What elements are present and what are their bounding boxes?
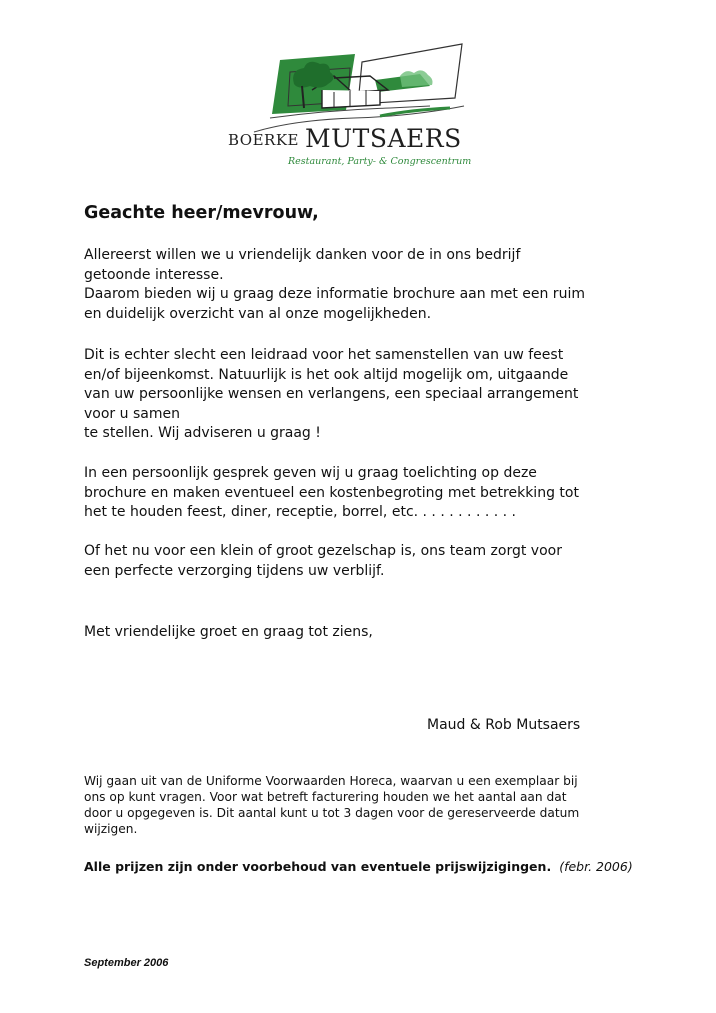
text-line: en/of bijeenkomst. Natuurlijk is het ook altijd mogelijk om, uitgaande (84, 366, 569, 383)
text-line: Daarom bieden wij u graag deze informatie brochure aan met een ruim (84, 286, 585, 302)
terms-note (84, 773, 579, 837)
brand-surname: MUTSAERS (305, 124, 462, 153)
letter-paragraph-guideline (84, 346, 578, 444)
text-line: In een persoonlijk gesprek geven wij u graag toelichting op deze (84, 465, 537, 481)
text-line: getoonde interesse. (84, 266, 224, 283)
letter-signature: Maud & Rob Mutsaers (427, 717, 581, 733)
text-line: een perfecte verzorging tijdens uw verblijf. (84, 562, 385, 579)
text-line: Of het nu voor een klein of groot gezelschap is, ons team zorgt voor (84, 543, 562, 559)
text-line: door u opgegeven is. Dit aantal kunt u tot 3 dagen voor de gereserveerde datum (84, 806, 580, 820)
brand-name (228, 124, 462, 153)
price-disclaimer (84, 859, 633, 874)
letter-greeting: Geachte heer/mevrouw, (84, 203, 319, 223)
text-line: en duidelijk overzicht van al onze mogelijkheden. (84, 305, 432, 322)
text-line: Dit is echter slecht een leidraad voor het samenstellen van uw feest (84, 347, 564, 363)
letter-closing: Met vriendelijke groet en graag tot ziens, (84, 624, 373, 640)
company-logo (228, 40, 498, 175)
disclaimer-date: (febr. 2006) (559, 859, 633, 874)
letter-paragraph-consultation (84, 464, 579, 523)
letter-paragraph-thanks (84, 246, 585, 324)
text-line: voor u samen (84, 405, 180, 422)
text-line: het te houden feest, diner, receptie, borrel, etc. . . . . . . . . . . . (84, 504, 516, 520)
letter-paragraph-team (84, 542, 562, 581)
text-line: Wij gaan uit van de Uniforme Voorwaarden Horeca, waarvan u een exemplaar bij (84, 774, 578, 788)
brand-prefix: BOERKE (228, 131, 299, 149)
disclaimer-text: Alle prijzen zijn onder voorbehoud van eventuele prijswijzigingen. (84, 859, 552, 874)
text-line: te stellen. Wij adviseren u graag ! (84, 425, 321, 441)
text-line: ons op kunt vragen. Voor wat betreft facturering houden we het aantal aan dat (84, 790, 567, 804)
brand-tagline: Restaurant, Party- & Congrescentrum (288, 156, 472, 167)
footer-date: September 2006 (84, 957, 169, 969)
text-line: wijzigen. (84, 822, 138, 836)
text-line: van uw persoonlijke wensen en verlangens, een speciaal arrangement (84, 386, 579, 402)
text-line: brochure en maken eventueel een kostenbegroting met betrekking tot (84, 484, 579, 501)
text-line: Allereerst willen we u vriendelijk danken voor de in ons bedrijf (84, 247, 521, 263)
